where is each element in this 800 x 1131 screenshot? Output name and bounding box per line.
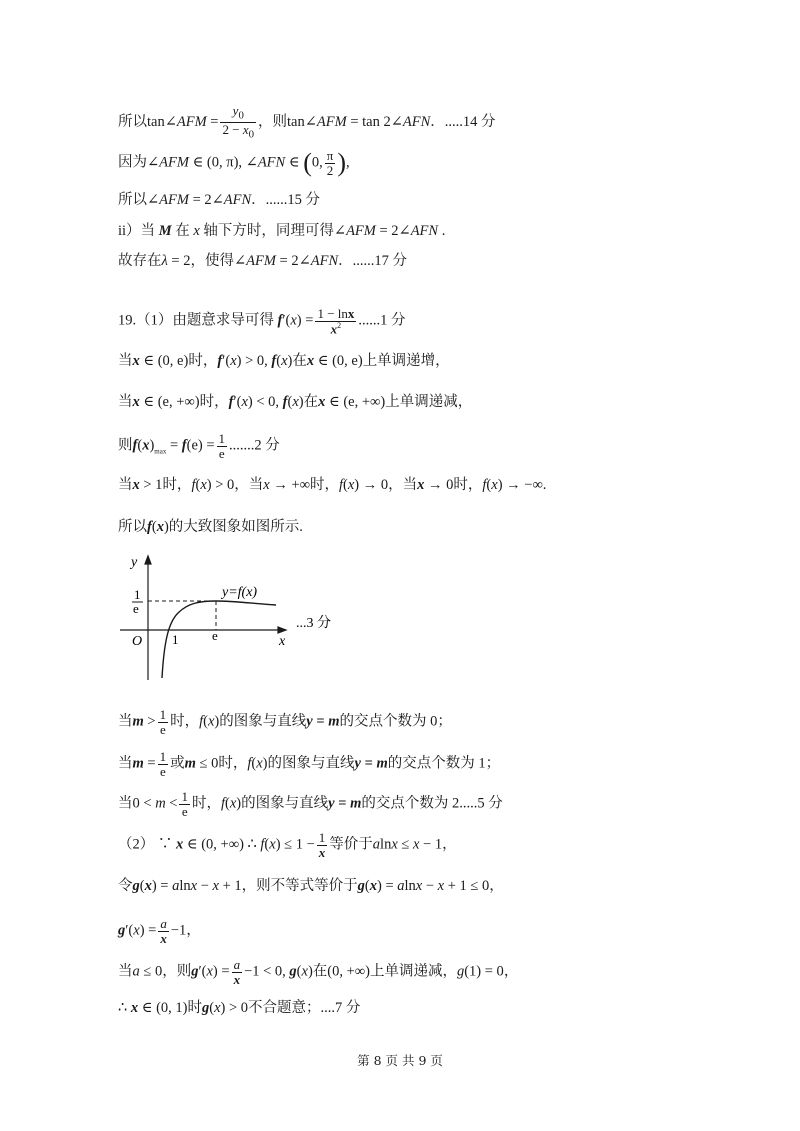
text: 时， [170,713,200,730]
score: ．.....14 分 [430,113,496,130]
text-line-19: ∴ x ∈ (0, 1)时g(x) > 0不合题意；....7 分 [118,1000,361,1016]
text: 在 [312,963,328,980]
fraction: $\frac{a}{x}$ [160,916,167,946]
fraction: $\frac{1 - \ln x}{x^2}$ [317,306,355,336]
text: 当 [118,394,133,410]
text: ， [186,922,201,939]
text: 的交点个数为 2.....5 分 [361,795,503,812]
text-line-7: 当x ∈ (0, e)时，f′(x) > 0, f(x)在x ∈ (0, e)上单调递增， [118,353,450,369]
text: 在 [303,394,319,410]
text: 在 [292,353,307,369]
text: ，使得 [190,253,234,269]
text: （2） [118,836,155,853]
curve-f [162,601,276,678]
fraction: $\frac{1}{e}$ [218,431,226,461]
text: 所以 [118,113,147,130]
text: 时， [453,477,483,493]
y-axis-label: y [131,555,138,570]
text: 上单调递减， [369,963,457,980]
score: ......1 分 [358,312,406,329]
text-line-8: 当x ∈ (e, +∞)时，f′(x) < 0, f(x)在x ∈ (e, +∞)上单调递减， [118,394,473,410]
fraction: $\frac{1}{e}$ [159,707,167,737]
graph-score: ...3 分 [296,616,331,631]
text: 的大致图象如图所示. [168,519,303,535]
text: 的交点个数为 0； [339,713,452,730]
tick-e: e [212,628,218,643]
text-line-11: 所以f(x)的大致图象如图所示. [118,519,303,535]
text: 时， [188,353,218,369]
function-graph [118,548,398,687]
y-tick-numerator: 1 [134,587,141,602]
fraction: $\frac{\pi}{2}$ [326,148,334,178]
text-line-17: g′(x) = $\frac{a}{x}$ −1， [118,916,201,946]
page-footer: 第 8 页 共 9 页 [357,1053,443,1068]
text: 时， [218,755,248,772]
text: ， [489,878,504,894]
text: ，则不等式等价于 [241,878,358,894]
text: 当 [118,963,133,980]
text: ， [503,963,519,980]
score: ．......17 分 [338,253,408,269]
text: 故存在 [118,253,162,269]
curve-label: y=f(x) [222,585,258,600]
text: 的图象与直线 [241,795,329,812]
origin-label: O [132,634,143,649]
text-line-5: 故存在λ = 2，使得∠AFM = 2∠AFN．......17 分 [118,253,408,269]
text: 时， [199,394,229,410]
text: 当 [118,755,133,772]
text: 所以 [118,519,147,535]
text: 不合题意；....7 分 [248,1000,361,1016]
fraction: $\frac{a}{x}$ [233,957,241,987]
text: 轴下方时，同理可得 [203,223,334,239]
y-axis-arrow [145,556,151,564]
text: 或 [170,755,185,772]
text: 的图象与直线 [267,755,355,772]
text-line-q19: 19.（1）由题意求导可得 f′(x) = $\frac{1 - \ln x}{x^2}$ ......1 分 [118,306,406,336]
text-line-9: 则$f(x)_{max} = f(e)$ = $\frac{1}{e}$ .......2 分 [118,431,280,461]
text-line-12: 当m > $\frac{1}{e}$ 时，f(x)的图象与直线y = m的交点个数为 0； [118,707,452,737]
score: ．......15 分 [251,192,321,208]
text-line-15: （2） ∵ x ∈ (0, +∞) ∴ f(x) ≤ 1 − $\frac{1}{x}$ 等价于alnx ≤ x − 1， [118,830,457,860]
text: ，当 [234,477,264,493]
text-line-13: 当m = $\frac{1}{e}$ 或m ≤ 0时，f(x)的图象与直线y = m的交点个数为 1； [118,749,501,779]
text-line-18: 当a ≤ 0，则g′(x) = $\frac{a}{x}$ −1 < 0, g(x)在(0, +∞)上单调递减，g(1) = 0， [118,957,519,987]
text-line-10: 当x > 1时，f(x) > 0，当x → +∞时，f(x) → 0，当x → 0时，f(x) → −∞. [118,477,547,493]
text-line-2: 因为∠AFM ∈ (0, π), ∠AFN ∈ (0, $\frac{\pi}{2}$ ), [118,148,350,178]
text: 的图象与直线 [219,713,307,730]
text: ，则 [258,113,288,130]
text-line-16: 令g(x) = alnx − x + 1，则不等式等价于g(x) = alnx − x + 1 ≤ 0， [118,878,504,894]
text: 时 [187,1000,202,1016]
text: 等价于 [329,836,373,853]
text: 则 [118,437,133,454]
fraction: $\frac{y_0}{2 - x_0}$ [222,103,255,141]
question-label: 19.（1）由题意求导可得 [118,312,274,329]
text-line-14: 当0 < m < $\frac{1}{e}$ 时，f(x)的图象与直线y = m的交点个数为 2.....5 分 [118,789,503,819]
text: 时， [162,477,192,493]
x-axis-label: x [279,634,286,649]
text: 时， [309,477,339,493]
text: ， [442,836,457,853]
text: 当 [118,795,133,812]
text: 在 [175,223,190,239]
text: ii）当 [118,223,156,239]
text: ，当 [388,477,418,493]
tick-one: 1 [172,632,179,647]
fraction: $\frac{1}{e}$ [159,749,167,779]
score: .......2 分 [229,437,280,454]
text: 因为 [118,154,147,171]
text: 的交点个数为 1； [387,755,501,772]
text-line-4: ii）当 M 在 x 轴下方时，同理可得∠AFM = 2∠AFN . [118,223,446,239]
x-axis-arrow [278,627,286,633]
text: ，则 [162,963,192,980]
text: 令 [118,878,133,894]
fraction: $\frac{1}{x}$ [318,830,326,860]
text: 当 [118,477,133,493]
text: 上单调递减， [385,394,473,410]
text-line-3: 所以∠AFM = 2∠AFN．......15 分 [118,192,321,208]
text-line-1: 所以tan∠AFM = $\frac{y_0}{2 - x_0}$ ，则tan∠AFM = tan 2∠AFN．.....14 分 [118,103,496,141]
y-tick-denominator: e [133,601,139,616]
text: 时， [191,795,221,812]
text: 当 [118,353,133,369]
text: 当 [118,713,133,730]
fraction: $\frac{1}{e}$ [181,789,188,819]
text: 所以 [118,192,147,208]
graph-svg [118,548,398,683]
text: 上单调递增， [362,353,450,369]
